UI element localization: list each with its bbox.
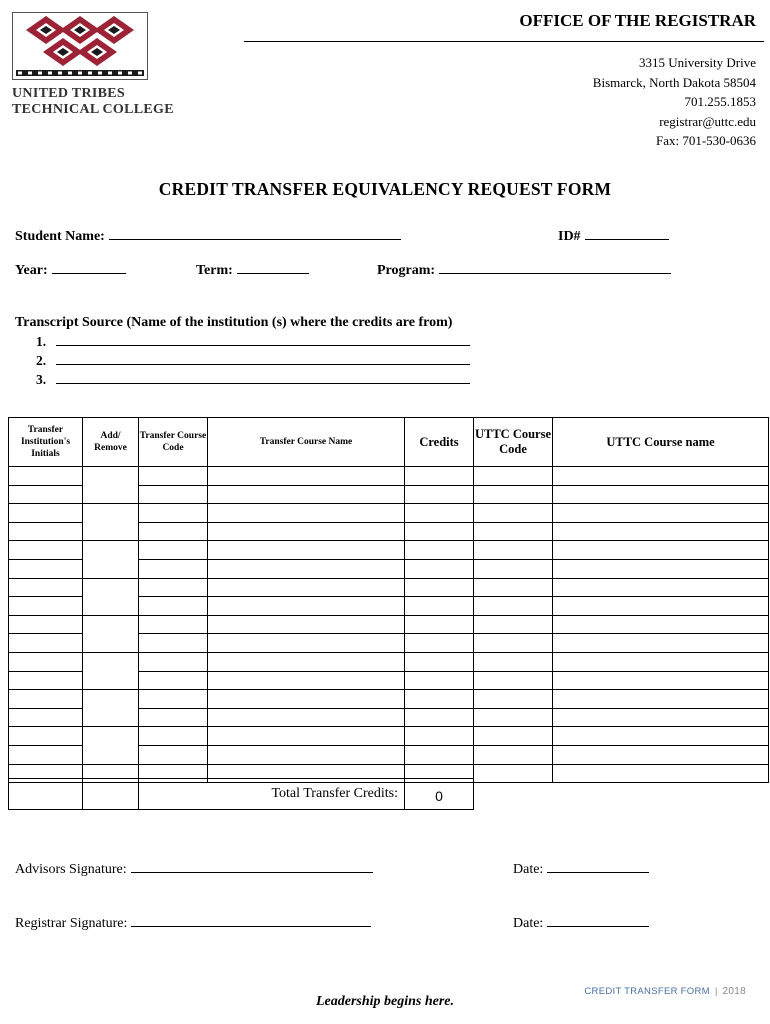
registrar-signature-label: Registrar Signature: <box>15 916 128 931</box>
credits-cell[interactable] <box>405 467 474 486</box>
course-code-cell[interactable] <box>139 504 208 523</box>
course-code-cell[interactable] <box>139 634 208 653</box>
uttc-name-cell[interactable] <box>553 522 769 541</box>
credits-cell[interactable] <box>405 727 474 746</box>
header-add-remove: Add/ Remove <box>83 418 139 467</box>
add-remove-cell[interactable] <box>83 541 139 578</box>
transcript-number-2: 2. <box>36 353 47 368</box>
initials-cell[interactable] <box>9 727 83 746</box>
table-row <box>9 467 769 486</box>
credits-cell[interactable] <box>405 745 474 764</box>
course-name-cell[interactable] <box>208 597 405 616</box>
header-uttc-name: UTTC Course name <box>553 418 769 467</box>
course-name-cell[interactable] <box>208 559 405 578</box>
footer-year: 2018 <box>722 986 746 997</box>
uttc-name-cell[interactable] <box>553 745 769 764</box>
table-row <box>9 541 769 560</box>
uttc-code-cell[interactable] <box>474 522 553 541</box>
totals-blank-2 <box>83 779 139 810</box>
credits-cell[interactable] <box>405 504 474 523</box>
address-street: 3315 University Drive <box>639 55 756 70</box>
initials-cell[interactable] <box>9 671 83 690</box>
uttc-code-cell[interactable] <box>474 708 553 727</box>
advisor-signature-label: Advisors Signature: <box>15 862 127 877</box>
student-name-label: Student Name: <box>15 229 105 244</box>
initials-cell[interactable] <box>9 522 83 541</box>
initials-cell[interactable] <box>9 745 83 764</box>
transcript-source-label: Transcript Source (Name of the institution (s) where the credits are from) <box>15 315 453 330</box>
uttc-code-cell[interactable] <box>474 504 553 523</box>
credits-cell[interactable] <box>405 671 474 690</box>
course-code-cell[interactable] <box>139 727 208 746</box>
college-name <box>12 86 174 118</box>
transcript-source-1[interactable] <box>36 333 470 350</box>
transcript-line-1[interactable] <box>56 333 470 346</box>
uttc-code-cell[interactable] <box>474 671 553 690</box>
course-name-cell[interactable] <box>208 745 405 764</box>
initials-cell[interactable] <box>9 485 83 504</box>
course-code-cell[interactable] <box>139 615 208 634</box>
header-uttc-code: UTTC Course Code <box>474 418 553 467</box>
table-row <box>9 578 769 597</box>
footer-form-name: CREDIT TRANSFER FORM <box>584 986 710 997</box>
initials-cell[interactable] <box>9 559 83 578</box>
table-header-row <box>9 418 769 467</box>
initials-cell[interactable] <box>9 652 83 671</box>
add-remove-cell[interactable] <box>83 652 139 689</box>
uttc-code-cell[interactable] <box>474 615 553 634</box>
totals-row <box>8 778 474 810</box>
uttc-code-cell[interactable] <box>474 578 553 597</box>
course-name-cell[interactable] <box>208 671 405 690</box>
uttc-code-cell[interactable] <box>474 652 553 671</box>
credits-cell[interactable] <box>405 559 474 578</box>
credits-cell[interactable] <box>405 597 474 616</box>
uttc-code-cell[interactable] <box>474 727 553 746</box>
credits-cell[interactable] <box>405 690 474 709</box>
uttc-name-cell[interactable] <box>553 634 769 653</box>
year-line[interactable] <box>52 261 126 274</box>
advisor-signature-field[interactable] <box>15 860 373 878</box>
year-field[interactable] <box>15 261 126 279</box>
uttc-code-cell[interactable] <box>474 690 553 709</box>
advisor-signature-line[interactable] <box>131 860 373 873</box>
course-name-cell[interactable] <box>208 690 405 709</box>
course-code-cell[interactable] <box>139 745 208 764</box>
initials-cell[interactable] <box>9 708 83 727</box>
registrar-date-line[interactable] <box>547 914 649 927</box>
initials-cell[interactable] <box>9 541 83 560</box>
registrar-signature-field[interactable] <box>15 914 371 932</box>
address-email: registrar@uttc.edu <box>659 113 756 129</box>
uttc-code-cell[interactable] <box>474 559 553 578</box>
course-name-cell[interactable] <box>208 522 405 541</box>
uttc-name-cell[interactable] <box>553 690 769 709</box>
table-row <box>9 504 769 523</box>
transcript-line-2[interactable] <box>56 352 470 365</box>
term-label: Term: <box>196 263 233 278</box>
header-credits: Credits <box>405 418 474 467</box>
initials-cell[interactable] <box>9 578 83 597</box>
uttc-name-cell[interactable] <box>553 504 769 523</box>
college-name-line2: TECHNICAL COLLEGE <box>12 102 174 117</box>
uttc-name-cell[interactable] <box>553 578 769 597</box>
course-name-cell[interactable] <box>208 578 405 597</box>
transcript-number-3: 3. <box>36 372 47 387</box>
transcript-number-1: 1. <box>36 334 47 349</box>
address-phone: 701.255.1853 <box>684 94 756 109</box>
course-name-cell[interactable] <box>208 727 405 746</box>
transcript-line-3[interactable] <box>56 371 470 384</box>
address-fax: Fax: 701-530-0636 <box>655 133 756 148</box>
advisor-date-line[interactable] <box>547 860 649 873</box>
course-code-cell[interactable] <box>139 690 208 709</box>
uttc-name-cell[interactable] <box>553 597 769 616</box>
uttc-name-cell[interactable] <box>553 467 769 486</box>
table-row <box>9 615 769 634</box>
course-code-cell[interactable] <box>139 485 208 504</box>
form-title: CREDIT TRANSFER EQUIVALENCY REQUEST FORM <box>158 179 612 199</box>
credits-cell[interactable] <box>405 578 474 597</box>
course-table <box>8 417 769 783</box>
course-name-cell[interactable] <box>208 634 405 653</box>
student-name-field[interactable] <box>15 227 401 245</box>
credits-cell[interactable] <box>405 634 474 653</box>
add-remove-cell[interactable] <box>83 578 139 615</box>
totals-blank-1 <box>9 779 83 810</box>
course-name-cell[interactable] <box>208 485 405 504</box>
registrar-signature-line[interactable] <box>131 914 371 927</box>
table-row <box>9 690 769 709</box>
uttc-code-cell[interactable] <box>474 597 553 616</box>
add-remove-cell[interactable] <box>83 615 139 652</box>
address-block <box>593 53 756 151</box>
add-remove-cell[interactable] <box>83 690 139 727</box>
address-city: Bismarck, North Dakota 58504 <box>592 74 756 90</box>
uttc-code-cell[interactable] <box>474 745 553 764</box>
course-code-cell[interactable] <box>139 708 208 727</box>
uttc-name-cell[interactable] <box>553 671 769 690</box>
initials-cell[interactable] <box>9 634 83 653</box>
course-code-cell[interactable] <box>139 522 208 541</box>
header-rule <box>244 41 764 42</box>
course-name-cell[interactable] <box>208 708 405 727</box>
initials-cell[interactable] <box>9 597 83 616</box>
program-line[interactable] <box>439 261 671 274</box>
credits-cell[interactable] <box>405 615 474 634</box>
course-code-cell[interactable] <box>139 578 208 597</box>
course-name-cell[interactable] <box>208 504 405 523</box>
initials-cell[interactable] <box>9 615 83 634</box>
footer-separator: | <box>714 986 718 997</box>
course-code-cell[interactable] <box>139 467 208 486</box>
course-name-cell[interactable] <box>208 652 405 671</box>
registrar-date-label: Date: <box>513 916 544 931</box>
registrar-date-field[interactable] <box>513 914 649 932</box>
uttc-name-cell[interactable] <box>553 559 769 578</box>
year-label: Year: <box>15 263 48 278</box>
id-label: ID# <box>558 229 581 244</box>
initials-cell[interactable] <box>9 467 83 486</box>
term-field[interactable] <box>196 261 309 279</box>
uttc-code-cell[interactable] <box>474 467 553 486</box>
header-course-code: Transfer Course Code <box>139 418 208 467</box>
uttc-code-cell[interactable] <box>474 634 553 653</box>
course-code-cell[interactable] <box>139 652 208 671</box>
course-code-cell[interactable] <box>139 541 208 560</box>
advisor-date-label: Date: <box>513 862 544 877</box>
course-name-cell[interactable] <box>208 467 405 486</box>
add-remove-cell[interactable] <box>83 467 139 504</box>
advisor-date-field[interactable] <box>513 860 649 878</box>
uttc-code-cell[interactable] <box>474 764 553 783</box>
course-code-cell[interactable] <box>139 559 208 578</box>
credits-cell[interactable] <box>405 522 474 541</box>
uttc-name-cell[interactable] <box>553 708 769 727</box>
course-name-cell[interactable] <box>208 541 405 560</box>
course-name-cell[interactable] <box>208 615 405 634</box>
course-code-cell[interactable] <box>139 671 208 690</box>
footer-form-label <box>584 986 746 997</box>
course-code-cell[interactable] <box>139 597 208 616</box>
uttc-code-cell[interactable] <box>474 485 553 504</box>
total-transfer-credits-label: Total Transfer Credits: <box>139 779 405 810</box>
credits-cell[interactable] <box>405 541 474 560</box>
term-line[interactable] <box>237 261 309 274</box>
uttc-name-cell[interactable] <box>553 615 769 634</box>
id-line[interactable] <box>585 227 669 240</box>
transcript-source-3[interactable] <box>36 371 470 388</box>
total-transfer-credits-value[interactable]: 0 <box>405 779 474 810</box>
college-logo <box>12 12 148 80</box>
uttc-name-cell[interactable] <box>553 541 769 560</box>
uttc-name-cell[interactable] <box>553 485 769 504</box>
program-field[interactable] <box>377 261 671 279</box>
college-name-line1: UNITED TRIBES <box>12 86 125 101</box>
program-label: Program: <box>377 263 436 278</box>
uttc-name-cell[interactable] <box>553 652 769 671</box>
initials-cell[interactable] <box>9 690 83 709</box>
uttc-name-cell[interactable] <box>553 727 769 746</box>
add-remove-cell[interactable] <box>83 504 139 541</box>
transcript-source-2[interactable] <box>36 352 470 369</box>
add-remove-cell[interactable] <box>83 727 139 764</box>
table-row <box>9 652 769 671</box>
id-field[interactable] <box>558 227 669 245</box>
uttc-code-cell[interactable] <box>474 541 553 560</box>
footer-tagline: Leadership begins here. <box>315 994 455 1009</box>
uttc-name-cell[interactable] <box>553 764 769 783</box>
credits-cell[interactable] <box>405 652 474 671</box>
student-name-line[interactable] <box>109 227 401 240</box>
table-row <box>9 727 769 746</box>
credits-cell[interactable] <box>405 708 474 727</box>
credits-cell[interactable] <box>405 485 474 504</box>
header-course-name: Transfer Course Name <box>208 418 405 467</box>
office-title: OFFICE OF THE REGISTRAR <box>519 11 756 30</box>
initials-cell[interactable] <box>9 504 83 523</box>
header-initials: Transfer Institution's Initials <box>9 418 83 467</box>
